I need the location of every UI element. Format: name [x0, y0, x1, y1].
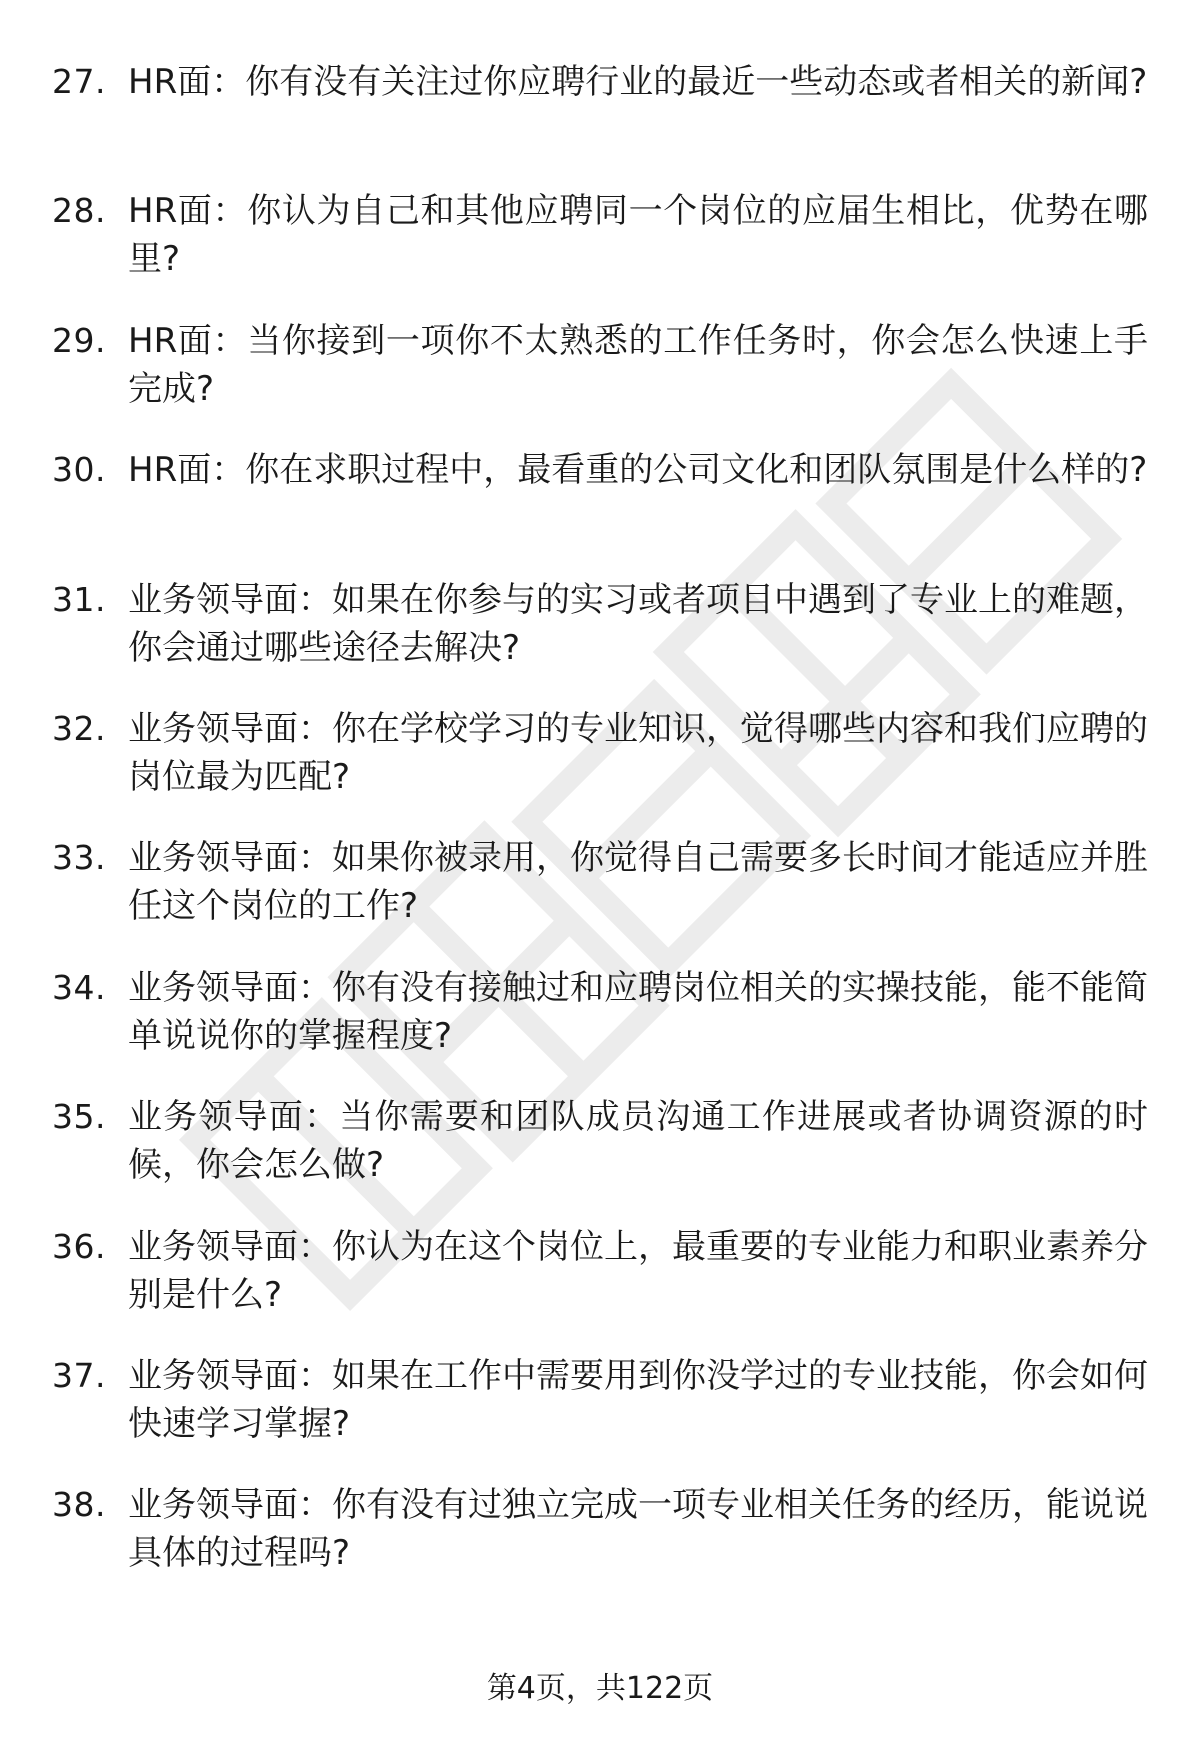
question-item [0, 1481, 1200, 1610]
question-item [0, 1352, 1200, 1481]
question-item [0, 446, 1200, 575]
question-text: 业务领导面：如果你被录用，你觉得自己需要多长时间才能适应并胜任这个岗位的工作? [128, 838, 1148, 927]
question-text: HR面：你有没有关注过你应聘行业的最近一些动态或者相关的新闻? [128, 62, 1148, 102]
question-number: 30. [52, 450, 106, 490]
question-number: 27. [52, 62, 106, 101]
question-item [0, 1093, 1200, 1222]
question-number: 32. [52, 708, 106, 748]
question-item [0, 964, 1200, 1093]
question-number: 29. [52, 320, 106, 360]
question-text: 业务领导面：当你需要和团队成员沟通工作进展或者协调资源的时候，你会怎么做? [128, 1097, 1148, 1186]
question-list [0, 58, 1200, 1611]
question-item [0, 317, 1200, 446]
question-text: 业务领导面：你认为在这个岗位上，最重要的专业能力和职业素养分别是什么? [128, 1226, 1148, 1315]
question-item [0, 187, 1200, 316]
question-text: HR面：当你接到一项你不太熟悉的工作任务时，你会怎么快速上手完成? [128, 320, 1148, 409]
question-number: 28. [52, 191, 106, 231]
question-text: HR面：你认为自己和其他应聘同一个岗位的应届生相比，优势在哪里? [128, 191, 1148, 280]
question-text: 业务领导面：如果在工作中需要用到你没学过的专业技能，你会如何快速学习掌握? [128, 1355, 1148, 1444]
page-number-footer: 第4页，共122页 [486, 1671, 714, 1706]
question-text: HR面：你在求职过程中，最看重的公司文化和团队氛围是什么样的? [128, 450, 1148, 491]
question-item [0, 1223, 1200, 1352]
question-item [0, 705, 1200, 834]
question-text: 业务领导面：如果在你参与的实习或者项目中遇到了专业上的难题，你会通过哪些途径去解决? [128, 579, 1148, 668]
question-number: 35. [52, 1097, 106, 1137]
question-number: 33. [52, 838, 106, 878]
question-text: 业务领导面：你有没有过独立完成一项专业相关任务的经历，能说说具体的过程吗? [128, 1485, 1148, 1574]
question-text: 业务领导面：你在学校学习的专业知识，觉得哪些内容和我们应聘的岗位最为匹配? [128, 708, 1148, 797]
question-item [0, 58, 1200, 187]
question-number: 37. [52, 1355, 106, 1395]
question-number: 34. [52, 967, 106, 1007]
question-number: 31. [52, 579, 106, 619]
question-text: 业务领导面：你有没有接触过和应聘岗位相关的实操技能，能不能简单说说你的掌握程度? [128, 967, 1148, 1056]
question-number: 38. [52, 1485, 106, 1525]
question-item [0, 834, 1200, 963]
question-number: 36. [52, 1226, 106, 1266]
question-item [0, 576, 1200, 705]
